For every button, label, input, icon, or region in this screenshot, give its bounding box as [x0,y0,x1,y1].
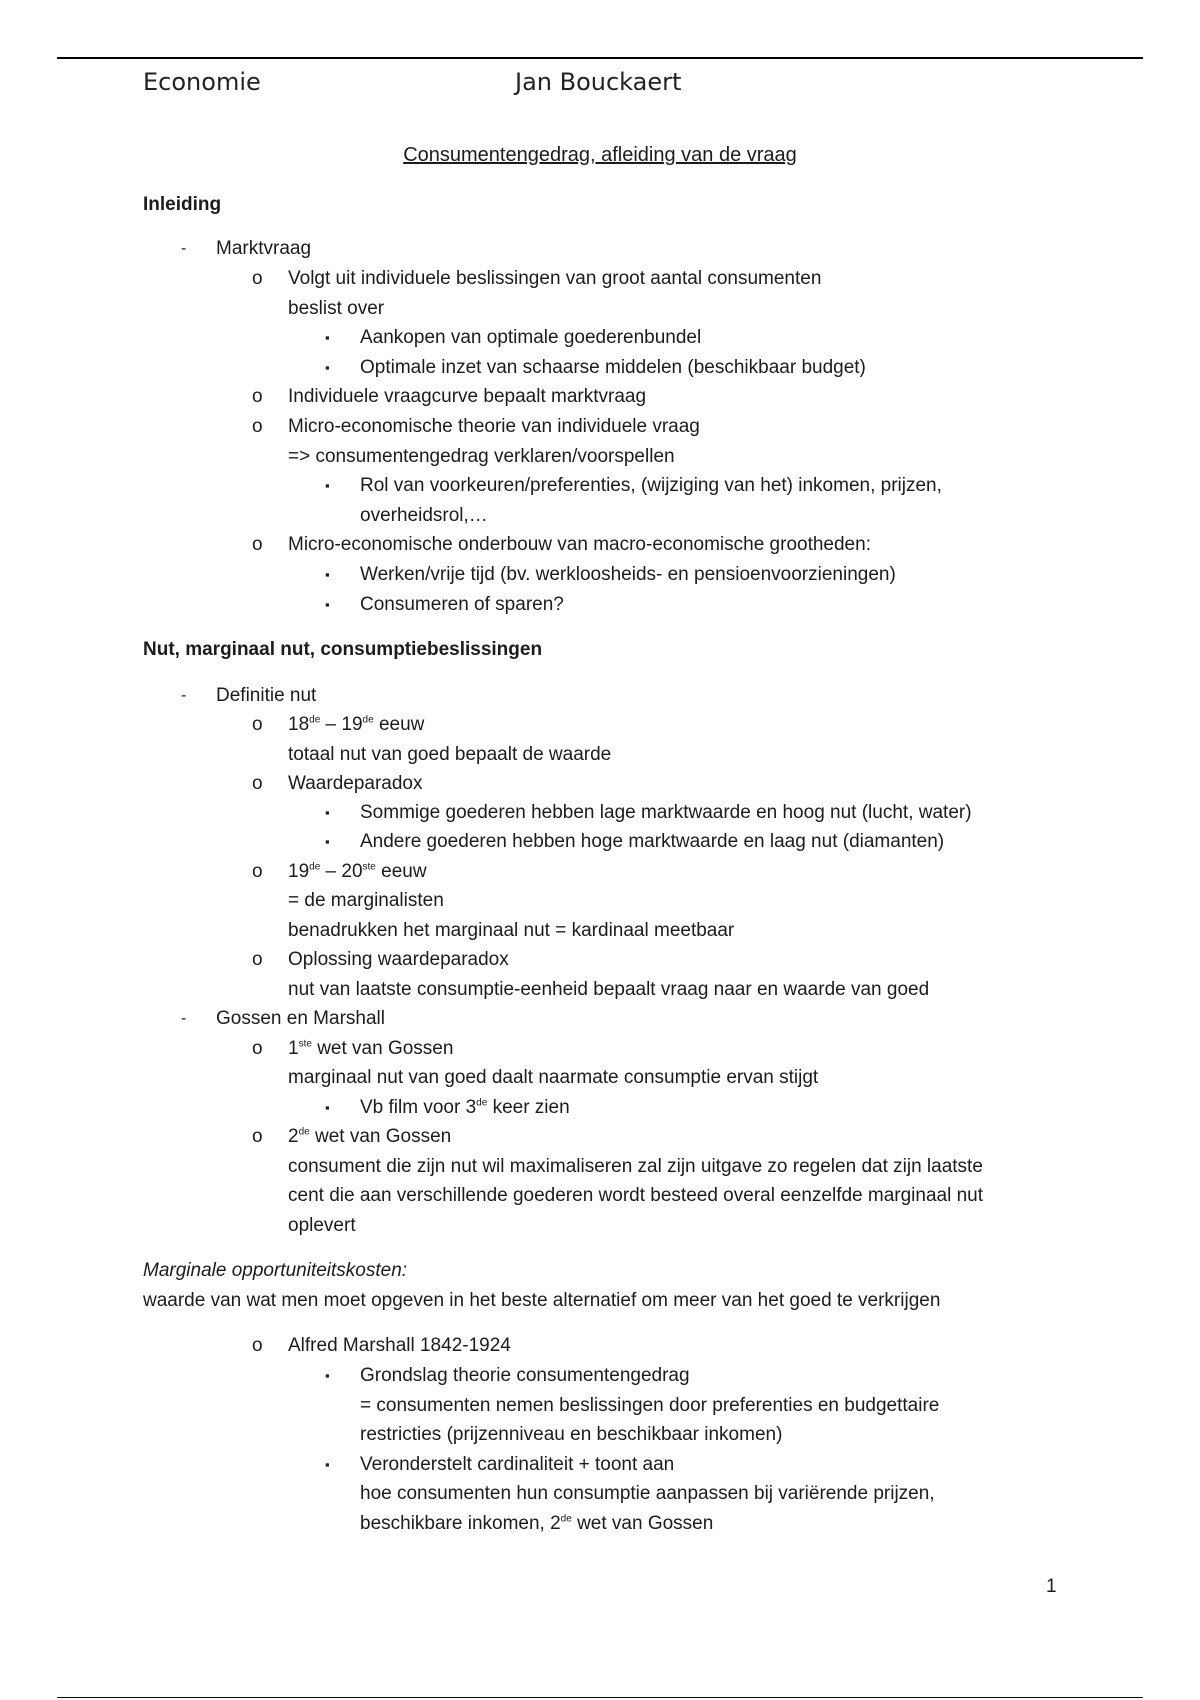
opportunity-text: waarde van wat men moet opgeven in het beste alternatief om meer van het goed te verkrijgen [143,1290,941,1311]
list-item: Optimale inzet van schaarse middelen (beschikbaar budget) [360,357,866,378]
list-item: Consumeren of sparen? [360,594,564,615]
en-dash: – [320,861,342,882]
list-item: Individuele vraagcurve bepaalt marktvraag [288,386,647,407]
list-item [288,713,424,737]
top-rule [57,57,1143,59]
ordinal-suffix: de [362,714,374,726]
header-author: Jan Bouckaert [515,68,682,96]
square-bullet: ▪ [325,567,330,582]
document-title: Consumentengedrag, afleiding van de vraag [403,144,797,166]
list-item: cent die aan verschillende goederen wordt besteed overal eenzelfde marginaal nut [288,1185,984,1206]
circle-bullet: o [252,773,263,794]
ordinal-suffix: de [309,714,321,726]
list-item: oplevert [288,1215,356,1236]
list-item: Werken/vrije tijd (bv. werkloosheids- en pensioenvoorzieningen) [360,564,896,585]
list-item: Aankopen van optimale goederenbundel [360,327,702,348]
ordinal-number: 2 [288,1126,299,1147]
list-item [288,1125,451,1149]
ordinal-suffix: de [560,1513,572,1525]
ordinal-number: 20 [341,861,363,882]
bottom-rule [57,1697,1143,1698]
list-item: = de marginalisten [288,890,444,911]
list-item: => consumentengedrag verklaren/voorspellen [288,446,675,467]
square-bullet: ▪ [325,805,330,820]
list-item: Rol van voorkeuren/preferenties, (wijziging van het) inkomen, prijzen, [360,475,942,496]
square-bullet: ▪ [325,597,330,612]
century-word: eeuw [381,861,427,882]
list-item [288,860,427,884]
ordinal-suffix: ste [298,1038,312,1050]
square-bullet: ▪ [325,360,330,375]
circle-bullet: o [252,1126,263,1147]
list-item: Micro-economische onderbouw van macro-economische grootheden: [288,534,871,555]
list-item: consument die zijn nut wil maximaliseren zal zijn uitgave zo regelen dat zijn laatste [288,1156,983,1177]
circle-bullet: o [252,1038,263,1059]
circle-bullet: o [252,861,263,882]
example-text: Vb film voor 3 [360,1097,477,1118]
marshall-text-end: wet van Gossen [577,1513,714,1534]
list-item: Sommige goederen hebben lage marktwaarde en hoog nut (lucht, water) [360,802,972,823]
list-item: Andere goederen hebben hoge marktwaarde en laag nut (diamanten) [360,831,945,852]
en-dash: – [320,714,342,735]
square-bullet: ▪ [325,330,330,345]
ordinal-suffix: de [298,1126,310,1138]
page-number: 1 [1046,1576,1057,1597]
circle-bullet: o [252,1335,263,1356]
century-word: eeuw [378,714,425,735]
list-item: Gossen en Marshall [216,1008,385,1029]
ordinal-number: 19 [341,714,363,735]
list-item: overheidsrol,… [360,505,488,526]
dash-bullet: - [181,1010,187,1027]
heading-inleiding: Inleiding [143,194,222,215]
dash-bullet: - [181,687,187,704]
list-item: Oplossing waardeparadox [288,949,509,970]
square-bullet: ▪ [325,1100,330,1115]
law-text: wet van Gossen [317,1038,454,1059]
list-item: Micro-economische theorie van individuele vraag [288,416,700,437]
ordinal-number: 1 [288,1038,299,1059]
list-item: nut van laatste consumptie-eenheid bepaalt vraag naar en waarde van goed [288,979,930,1000]
circle-bullet: o [252,268,263,289]
list-item: benadrukken het marginaal nut = kardinaal meetbaar [288,920,735,941]
opportunity-label: Marginale opportuniteitskosten: [143,1260,408,1281]
circle-bullet: o [252,534,263,555]
list-item: Grondslag theorie consumentengedrag [360,1365,690,1386]
list-item: totaal nut van goed bepaalt de waarde [288,744,612,765]
square-bullet: ▪ [325,834,330,849]
list-item: beslist over [288,298,385,319]
circle-bullet: o [252,416,263,437]
marshall-text: beschikbare inkomen, 2 [360,1513,561,1534]
list-item: Marktvraag [216,238,312,259]
ordinal-number: 18 [288,714,310,735]
list-item [360,1096,570,1120]
list-item: Alfred Marshall 1842-1924 [288,1335,511,1356]
ordinal-suffix: de [309,861,321,873]
list-item [288,1037,453,1061]
list-item: Waardeparadox [288,773,423,794]
list-item: marginaal nut van goed daalt naarmate consumptie ervan stijgt [288,1067,819,1088]
list-item: restricties (prijzenniveau en beschikbaar inkomen) [360,1424,783,1445]
list-item [360,1512,713,1536]
ordinal-suffix: de [476,1097,488,1109]
square-bullet: ▪ [325,1368,330,1383]
example-text-end: keer zien [492,1097,570,1118]
list-item: hoe consumenten hun consumptie aanpassen bij variërende prijzen, [360,1483,935,1504]
law-text: wet van Gossen [314,1126,452,1147]
list-item: Definitie nut [216,685,317,706]
ordinal-suffix: ste [362,861,376,873]
circle-bullet: o [252,386,263,407]
list-item: Volgt uit individuele beslissingen van groot aantal consumenten [288,268,822,289]
circle-bullet: o [252,949,263,970]
list-item: Veronderstelt cardinaliteit + toont aan [360,1454,675,1475]
circle-bullet: o [252,714,263,735]
header-subject: Economie [143,68,261,96]
ordinal-number: 19 [288,861,310,882]
square-bullet: ▪ [325,478,330,493]
list-item: = consumenten nemen beslissingen door preferenties en budgettaire [360,1395,940,1416]
square-bullet: ▪ [325,1457,330,1472]
dash-bullet: - [181,240,187,257]
heading-nut: Nut, marginaal nut, consumptiebeslissingen [143,639,543,660]
